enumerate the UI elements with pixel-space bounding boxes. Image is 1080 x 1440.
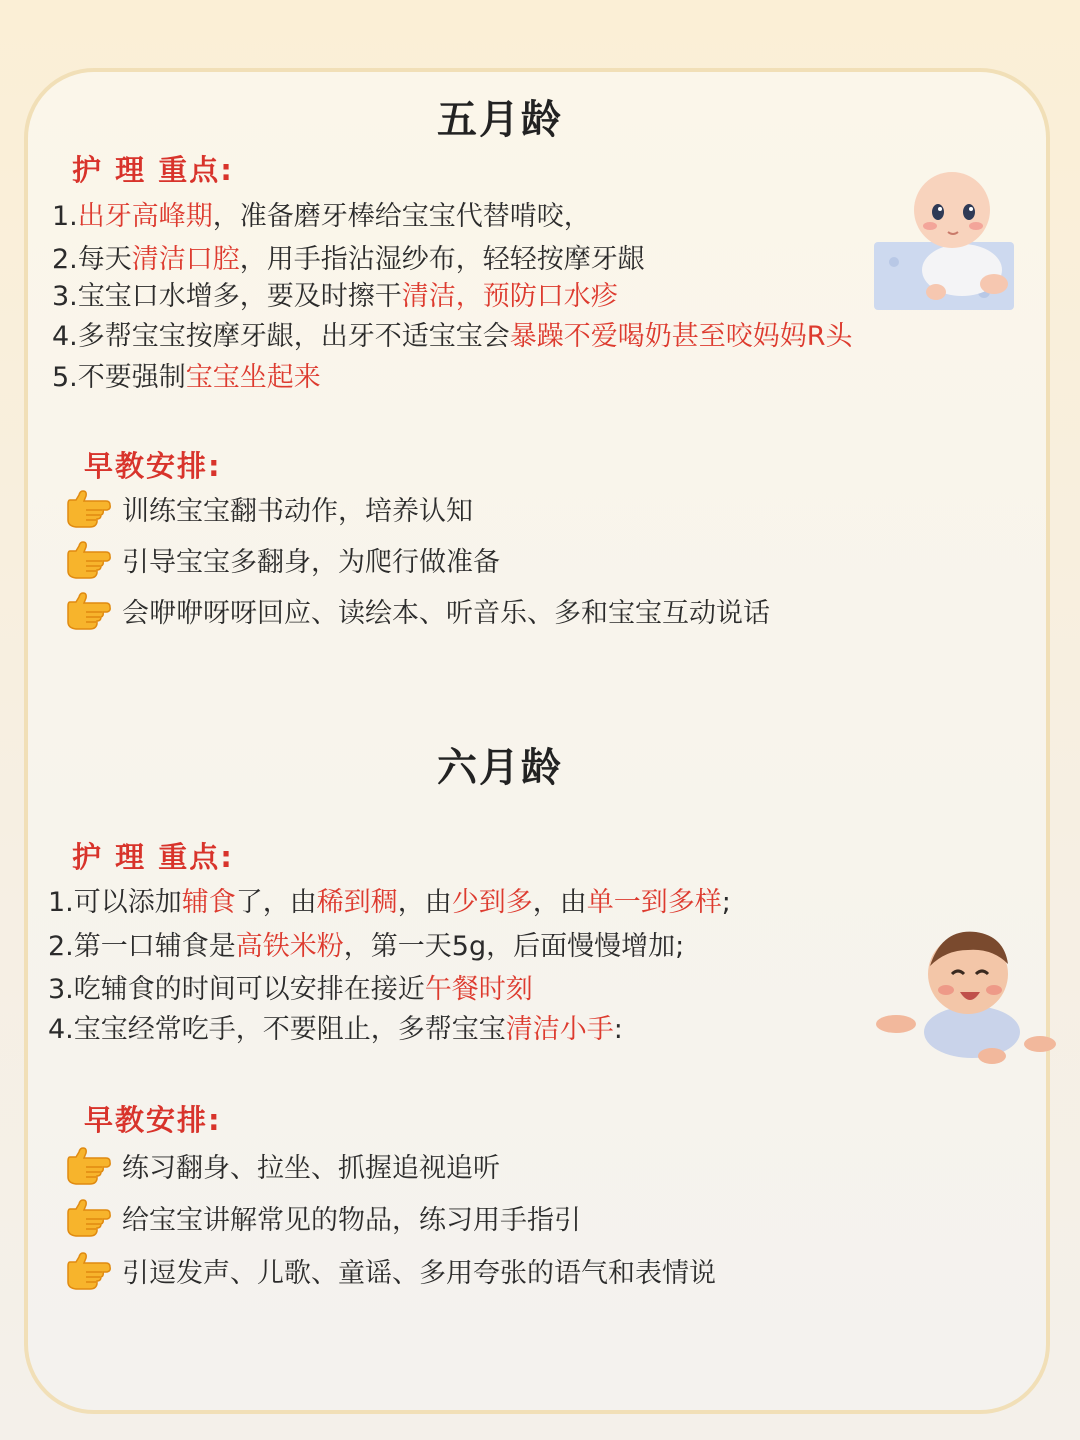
care-heading: 护 理 重点: (72, 153, 234, 187)
body-text: ，准备磨牙棒给宝宝代替啃咬， (212, 201, 591, 232)
body-text: 2.每天 (52, 244, 132, 275)
crawling-baby-illustration (874, 162, 1014, 310)
pointing-hand-icon (64, 1248, 112, 1292)
body-text: 3.宝宝口水增多，要及时擦干 (52, 281, 402, 312)
care-item (48, 1007, 623, 1046)
highlight-text: 午餐时刻 (424, 974, 533, 1005)
edu-item-text: 训练宝宝翻书动作，培养认知 (122, 495, 473, 527)
edu-item (64, 486, 473, 530)
pointing-hand-icon (64, 1195, 112, 1239)
section-title: 五月龄 (437, 97, 563, 143)
edu-item (64, 588, 770, 632)
pointing-hand-icon (64, 486, 112, 530)
care-heading: 护 理 重点: (72, 840, 234, 874)
highlight-text: 稀到稠 (316, 887, 398, 918)
body-text: 1. (52, 201, 78, 232)
care-item (48, 967, 533, 1006)
highlight-text: 出牙高峰期 (77, 201, 213, 232)
highlight-text: 辅食 (181, 887, 236, 918)
body-text: ，由 (397, 887, 452, 918)
edu-item (64, 537, 500, 581)
highlight-text: 暴躁不爱喝奶甚至咬妈妈R头 (509, 321, 853, 352)
edu-item (64, 1248, 716, 1292)
highlight-text: 清洁口腔 (131, 244, 240, 275)
highlight-text: 单一到多样 (586, 887, 722, 918)
body-text: 了，由 (235, 887, 317, 918)
edu-item-text: 给宝宝讲解常见的物品，练习用手指引 (122, 1204, 581, 1236)
section-title: 六月龄 (437, 745, 563, 791)
pointing-hand-icon (64, 588, 112, 632)
body-text: ，用手指沾湿纱布，轻轻按摩牙龈 (239, 244, 645, 275)
care-item (52, 237, 645, 276)
highlight-text: 少到多 (451, 887, 533, 918)
edu-item (64, 1143, 500, 1187)
care-item (48, 924, 684, 963)
highlight-text: 清洁，预防口水疹 (401, 281, 618, 312)
body-text: ; (721, 887, 731, 918)
highlight-text: 高铁米粉 (235, 931, 344, 962)
care-item (52, 314, 853, 353)
body-text: 3.吃辅食的时间可以安排在接近 (48, 974, 425, 1005)
edu-item-text: 会咿咿呀呀回应、读绘本、听音乐、多和宝宝互动说话 (122, 597, 770, 629)
body-text: ，由 (532, 887, 587, 918)
edu-item-text: 引导宝宝多翻身，为爬行做准备 (122, 546, 500, 578)
edu-item-text: 引逗发声、儿歌、童谣、多用夸张的语气和表情说 (122, 1257, 716, 1289)
body-text: 1.可以添加 (48, 887, 182, 918)
edu-heading: 早教安排: (84, 1103, 222, 1137)
edu-item-text: 练习翻身、拉坐、抓握追视追听 (122, 1152, 500, 1184)
edu-item (64, 1195, 581, 1239)
care-item (52, 274, 618, 313)
body-text: 4.多帮宝宝按摩牙龈，出牙不适宝宝会 (52, 321, 510, 352)
body-text: 5.不要强制 (52, 362, 186, 393)
pointing-hand-icon (64, 537, 112, 581)
body-text: 2.第一口辅食是 (48, 931, 236, 962)
care-item (48, 880, 731, 919)
edu-heading: 早教安排: (84, 449, 222, 483)
pointing-hand-icon (64, 1143, 112, 1187)
care-item (52, 194, 591, 233)
highlight-text: 清洁小手 (505, 1014, 614, 1045)
care-item (52, 355, 321, 394)
body-text: ，第一天5g，后面慢慢增加; (343, 931, 685, 962)
laughing-baby-illustration (872, 920, 1058, 1070)
highlight-text: 宝宝坐起来 (185, 362, 321, 393)
body-text: 4.宝宝经常吃手，不要阻止，多帮宝宝 (48, 1014, 506, 1045)
body-text: : (613, 1014, 623, 1045)
